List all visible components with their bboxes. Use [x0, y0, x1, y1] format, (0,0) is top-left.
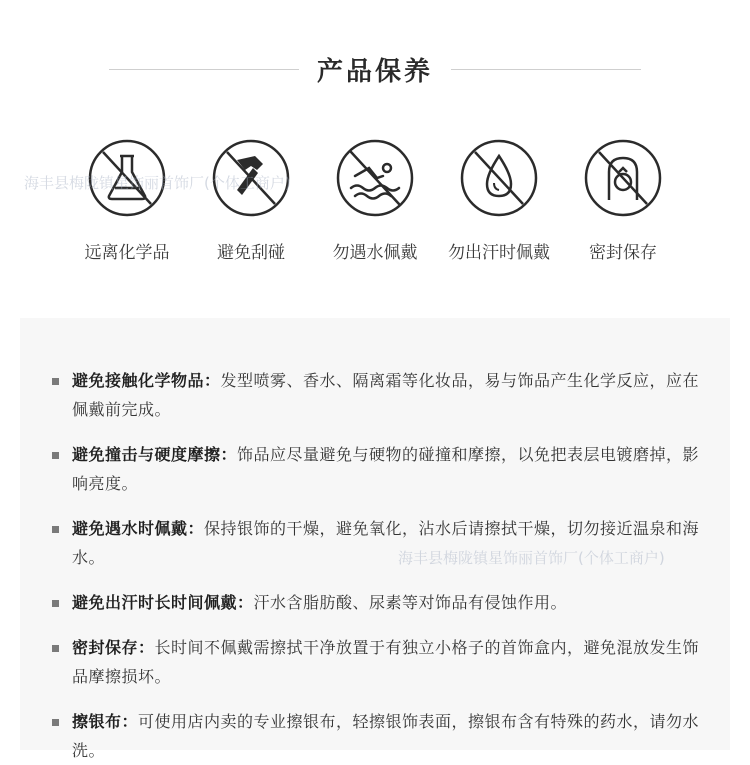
icon-label: 勿出汗时佩戴: [448, 243, 550, 263]
care-item-text: 保持银饰的干燥，避免氧化，沾水后请擦拭干燥，切勿接近温泉和海水。: [72, 519, 700, 567]
care-icon-item: [437, 138, 561, 263]
care-item-text: 饰品应尽量避免与硬物的碰撞和摩擦，以免把表层电镀磨掉，影响亮度。: [72, 445, 700, 493]
swimming-icon: [335, 138, 415, 218]
watermark: 海丰县梅陇镇星饰丽首饰厂(个体工商户): [24, 174, 291, 192]
care-icon-item: [561, 138, 685, 263]
title-divider-left: [109, 69, 299, 70]
care-item-text: 汗水含脂肪酸、尿素等对饰品有侵蚀作用。: [253, 593, 568, 612]
care-icon-item: [65, 138, 189, 263]
care-item-title: 擦银布：: [72, 712, 139, 731]
care-list: [20, 318, 730, 765]
care-icon-item: [189, 138, 313, 263]
title-row: [0, 44, 750, 94]
care-icons-row: [0, 138, 750, 263]
chemical-flask-icon: [87, 138, 167, 218]
icon-label: 密封保存: [589, 243, 657, 263]
care-item: [72, 707, 708, 765]
care-instructions-panel: [20, 318, 730, 760]
care-item: [72, 633, 708, 691]
care-item-title: 避免遇水时佩戴：: [72, 519, 205, 538]
care-item-title: 密封保存：: [72, 638, 155, 657]
care-item-title: 避免出汗时长时间佩戴：: [72, 593, 254, 612]
watermark: 海丰县梅陇镇星饰丽首饰厂(个体工商户): [398, 549, 665, 567]
icon-label: 远离化学品: [84, 243, 170, 263]
care-item: [72, 440, 708, 498]
care-item: [72, 366, 708, 424]
care-item-text: 可使用店内卖的专业擦银布，轻擦银饰表面，擦银布含有特殊的药水，请勿水洗。: [72, 712, 700, 760]
page-title: 产品保养: [316, 56, 433, 87]
sweat-drop-icon: [459, 138, 539, 218]
icon-label: 勿遇水佩戴: [332, 243, 418, 263]
care-item-title: 避免撞击与硬度摩擦：: [72, 445, 238, 464]
care-item: [72, 588, 708, 617]
ring-box-icon: [583, 138, 663, 218]
care-item-text: 发型喷雾、香水、隔离霜等化妆品，易与饰品产生化学反应，应在佩戴前完成。: [72, 371, 700, 419]
care-icon-item: [313, 138, 437, 263]
care-item-title: 避免接触化学物品：: [72, 371, 221, 390]
hammer-icon: [211, 138, 291, 218]
care-item: [72, 514, 708, 572]
title-divider-right: [451, 69, 641, 70]
icon-label: 避免刮碰: [217, 243, 285, 263]
care-item-text: 长时间不佩戴需擦拭干净放置于有独立小格子的首饰盒内，避免混放发生饰品摩擦损坏。: [72, 638, 700, 686]
